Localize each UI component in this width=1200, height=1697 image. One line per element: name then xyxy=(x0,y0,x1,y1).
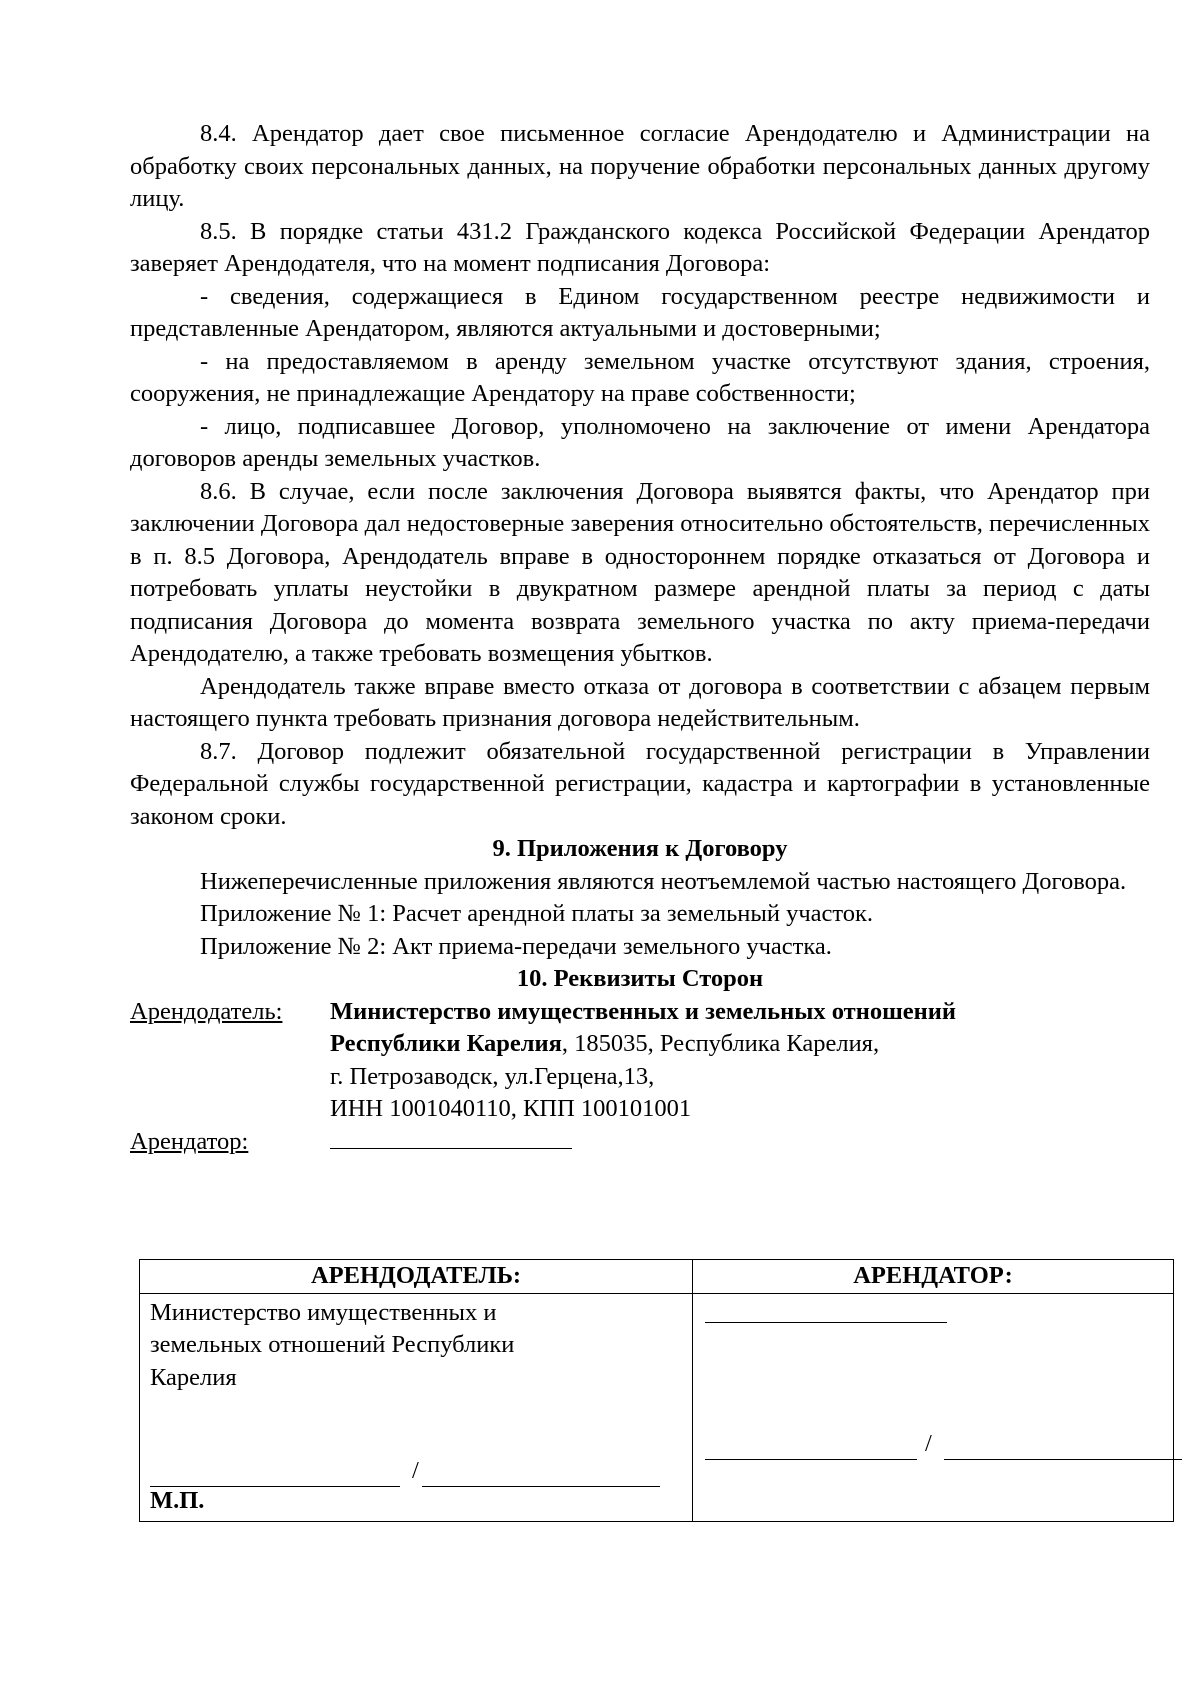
paragraph-8-5: 8.5. В порядке статьи 431.2 Гражданского кодекса Российской Федерации Арендатор заверяет Арендодателя, что на момент подписания Договора: xyxy=(130,217,1150,277)
stamp-label: М.П. xyxy=(150,1486,205,1514)
paragraph-8-5-a: - сведения, содержащиеся в Едином государственном реестре недвижимости и представленные Арендатором, являются актуальными и достоверными; xyxy=(130,282,1150,342)
header-tenant: АРЕНДАТОР: xyxy=(693,1260,1174,1294)
tenant-org-blank[interactable] xyxy=(705,1300,947,1323)
tenant-name-blank[interactable] xyxy=(330,1126,572,1149)
landlord-inn: ИНН 1001040110, КПП 100101001 xyxy=(330,1095,692,1122)
section-9-intro: Нижеперечисленные приложения являются неотъемлемой частью настоящего Договора. xyxy=(200,867,1127,895)
landlord-signature-line xyxy=(150,1455,660,1488)
paragraph-8-7: 8.7. Договор подлежит обязательной государственной регистрации в Управлении Федеральной службы государственной регистрации, кадастра и картографии в установленные законом сроки. xyxy=(130,737,1150,830)
paragraph-8-5-b: - на предоставляемом в аренду земельном участке отсутствуют здания, строения, сооружения, не принадлежащие Арендатору на праве собственности; xyxy=(130,347,1150,407)
tenant-details xyxy=(330,1126,1150,1159)
tenant-requisites xyxy=(130,1126,1150,1159)
tenant-signature-cell xyxy=(693,1293,1174,1521)
landlord-details xyxy=(330,996,1150,1126)
landlord-address: г. Петрозаводск, ул.Герцена,13, xyxy=(330,1062,655,1090)
landlord-org-name: Министерство имущественных и земельных отношений Республики Карелия xyxy=(150,1298,515,1391)
document-body xyxy=(130,118,1150,1158)
landlord-name-blank[interactable] xyxy=(422,1464,660,1487)
landlord-postcode: , 185035, Республика Карелия, xyxy=(561,1030,880,1057)
tenant-label: Арендатор: xyxy=(130,1127,249,1155)
tenant-signature-slash: / xyxy=(925,1429,932,1457)
paragraph-8-6: 8.6. В случае, если после заключения Договора выявятся факты, что Арендатор при заключении Договора дал недостоверные заверения относительно обстоятельств, перечисленных в п. 8.5 Договора, Арендодатель вправе в одностороннем порядке отказаться от Договора и потребовать уплаты неустойки в двукратном размере арендной платы за период с даты подписания Договора до момента возврата земельного участка по акту приема-передачи Арендодателю, а также требовать возмещения убытков. xyxy=(130,477,1150,667)
paragraph-8-6-b: Арендодатель также вправе вместо отказа от договора в соответствии с абзацем первым настоящего пункта требовать признания договора недействительным. xyxy=(130,672,1150,732)
landlord-signature-cell xyxy=(140,1293,693,1521)
landlord-name-line2: Республики Карелия xyxy=(330,1030,562,1057)
appendix-1: Приложение № 1: Расчет арендной платы за земельный участок. xyxy=(200,900,874,927)
section-10-title: 10. Реквизиты Сторон xyxy=(516,965,764,992)
tenant-name-blank[interactable] xyxy=(944,1437,1182,1460)
landlord-label: Арендодатель: xyxy=(130,997,283,1025)
tenant-signature-blank[interactable] xyxy=(705,1437,917,1460)
paragraph-8-5-c: - лицо, подписавшее Договор, уполномочено на заключение от имени Арендатора договоров аренды земельных участков. xyxy=(130,412,1150,472)
signature-table xyxy=(139,1259,1174,1522)
appendix-2: Приложение № 2: Акт приема-передачи земельного участка. xyxy=(200,932,832,960)
paragraph-8-4: 8.4. Арендатор дает свое письменное согласие Арендодателю и Администрации на обработку своих персональных данных, на поручение обработки персональных данных другому лицу. xyxy=(130,120,1150,212)
section-9-title: 9. Приложения к Договору xyxy=(492,835,788,862)
landlord-signature-slash: / xyxy=(412,1456,419,1484)
landlord-name-line1: Министерство имущественных и земельных отношений xyxy=(330,997,956,1025)
header-landlord: АРЕНДОДАТЕЛЬ: xyxy=(140,1260,693,1294)
tenant-signature-line xyxy=(705,1428,1182,1461)
landlord-requisites xyxy=(130,996,1150,1126)
